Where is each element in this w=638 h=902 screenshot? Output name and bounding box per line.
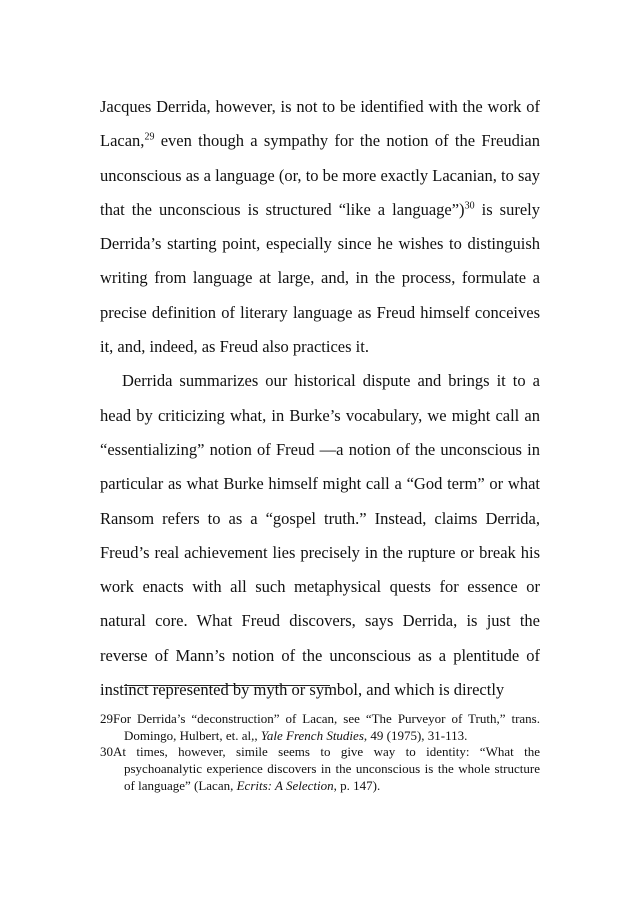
footnote-ref-30: 30: [464, 200, 475, 212]
paragraph-1-part-b: even though a sympathy for the notion of the Freudian unconscious as a language (or, to be more exactly Lacanian, to say that the unconscious is structured “like a language”): [100, 131, 540, 219]
paragraph-1-part-a: Jacques Derrida, however, is not to be identified with the work of Lacan,: [100, 97, 540, 151]
footnote-30-book-title: Ecrits: A Selection: [236, 777, 334, 793]
footnote-ref-29: 29: [144, 131, 155, 143]
body-text: [100, 90, 540, 707]
footnote-30-text-b: , p. 147).: [333, 777, 381, 793]
footnote-30: [100, 744, 540, 794]
footnote-29-text-a: For Derrida’s “deconstruction” of Lacan, see “The Purveyor of Truth,” trans. Domingo, Hulbert, et. al,,: [113, 711, 540, 743]
footnote-separator: [124, 685, 330, 686]
footnote-30-number: 30: [100, 744, 113, 760]
paragraph-1-part-c: is surely Derrida’s starting point, especially since he wishes to distinguish writing from language at large, and, in the process, formulate a precise definition of literary language as Freud himself conceives it, and, indeed, as Freud also practices it.: [100, 199, 540, 357]
footnote-29-text-b: , 49 (1975), 31-113.: [363, 727, 468, 743]
paragraph-1: [100, 90, 540, 364]
footnote-30-text-a: At times, however, simile seems to give way to identity: “What the psychoanalytic experience discovers in the unconscious is the whole structure of language” (Lacan,: [113, 744, 540, 793]
footnote-29-number: 29: [100, 711, 113, 726]
footnote-29-journal-title: Yale French Studies: [260, 727, 364, 743]
footnote-29: [100, 711, 540, 744]
paragraph-2: Derrida summarizes our historical dispute and brings it to a head by criticizing what, in Burke’s vocabulary, we might call an “essentializing” notion of Freud —a notion of the unconscious in particular as what Burke himself might call a “God term” or what Ransom refers to as a “gospel truth.” Instead, claims Derrida, Freud’s real achievement lies precisely in the rupture or break his work enacts with all such metaphysical quests for essence or natural core. What Freud discovers, says Derrida, is just the reverse of Mann’s notion of the unconscious as a plentitude of instinct represented by myth or symbol, and which is directly: [100, 371, 540, 700]
footnotes: [100, 711, 540, 795]
